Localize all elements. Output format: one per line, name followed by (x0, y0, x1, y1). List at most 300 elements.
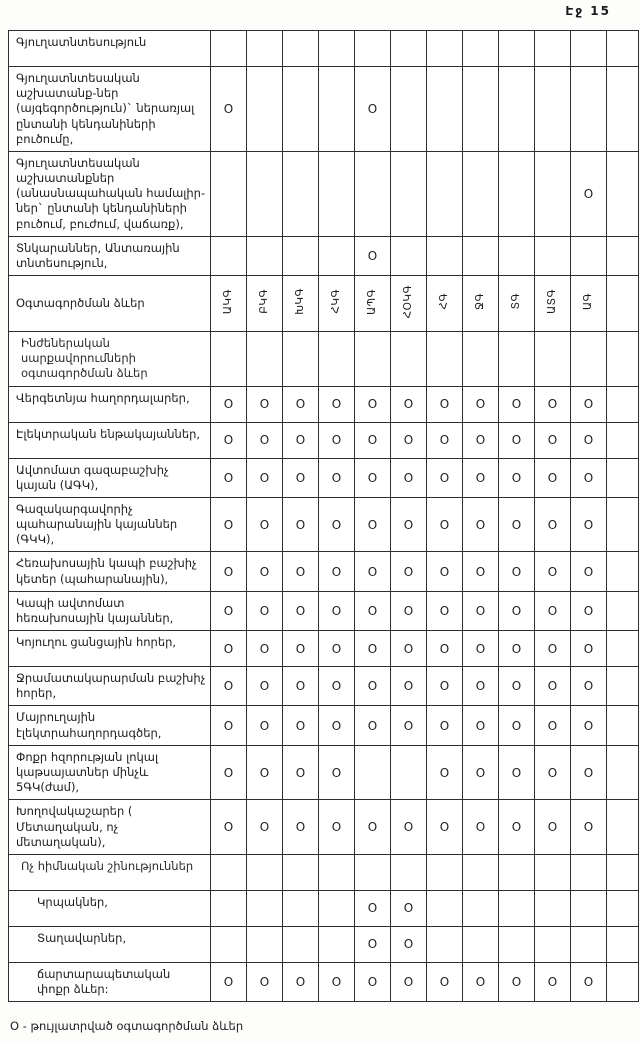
permitted-mark-cell: O (211, 800, 247, 855)
permitted-mark-cell: O (571, 631, 607, 667)
permitted-mark-cell: O (283, 962, 319, 1001)
table-row (9, 591, 639, 630)
mark-cell (283, 890, 319, 926)
permitted-mark-cell: O (211, 962, 247, 1001)
permitted-mark-cell: O (355, 800, 391, 855)
permitted-mark-cell: O (319, 386, 355, 422)
table-row (9, 890, 639, 926)
permitted-mark-cell: O (391, 926, 427, 962)
permitted-mark-cell: O (499, 386, 535, 422)
row-label-cell: Ջրամատակարարման բաշխիչ հորեր, (9, 667, 211, 706)
permitted-mark-cell: O (283, 745, 319, 800)
mark-cell (607, 458, 639, 497)
permitted-mark-cell: O (571, 591, 607, 630)
permitted-mark-cell: O (355, 926, 391, 962)
mark-cell (319, 236, 355, 275)
permitted-mark-cell: O (535, 422, 571, 458)
permitted-mark-cell: O (211, 422, 247, 458)
permitted-mark-cell: O (499, 591, 535, 630)
mark-cell (571, 67, 607, 152)
permitted-mark-cell: O (499, 631, 535, 667)
page-number: Էջ 15 (565, 4, 611, 18)
column-code-label: ԱԿԳ (222, 288, 235, 315)
mark-cell (283, 151, 319, 236)
mark-cell (247, 854, 283, 890)
mark-cell (391, 67, 427, 152)
permitted-mark-cell: O (463, 667, 499, 706)
mark-cell (283, 926, 319, 962)
mark-cell (247, 926, 283, 962)
column-code-label: ՋԳ (474, 293, 487, 311)
permitted-mark-cell: O (427, 497, 463, 552)
column-code-label: ԲԿԳ (258, 289, 271, 314)
column-header-cell (535, 276, 571, 332)
permitted-mark-cell: O (283, 591, 319, 630)
mark-cell (211, 151, 247, 236)
permitted-mark-cell: O (355, 497, 391, 552)
permitted-mark-cell: O (355, 706, 391, 745)
permitted-mark-cell: O (535, 706, 571, 745)
permitted-mark-cell: O (571, 497, 607, 552)
permitted-mark-cell: O (283, 386, 319, 422)
row-label-cell: Ինժեներական սարքավորումների օգտագործման ձևեր (9, 332, 211, 387)
section-row (9, 854, 639, 890)
mark-cell (499, 332, 535, 387)
mark-cell (463, 67, 499, 152)
mark-cell (355, 332, 391, 387)
permitted-mark-cell: O (283, 422, 319, 458)
permitted-mark-cell: O (247, 458, 283, 497)
permitted-mark-cell: O (571, 706, 607, 745)
mark-cell (607, 31, 639, 67)
row-label-cell: ճարտարապետական փոքր ձևեր: (9, 962, 211, 1001)
table-row (9, 552, 639, 591)
permitted-mark-cell: O (463, 591, 499, 630)
row-label-cell: Գյուղատնտեսական աշխատանք-ներ (այգեգործություն)` ներառյալ ընտանի կենդանիների բուծումը, (9, 67, 211, 152)
permitted-mark-cell: O (391, 497, 427, 552)
mark-cell (607, 151, 639, 236)
mark-cell (211, 926, 247, 962)
mark-cell (391, 31, 427, 67)
mark-cell (535, 236, 571, 275)
mark-cell (391, 236, 427, 275)
mark-cell (463, 854, 499, 890)
permitted-mark-cell: O (355, 591, 391, 630)
permitted-mark-cell: O (319, 497, 355, 552)
column-code-label: ԽԿԳ (294, 288, 307, 315)
mark-cell (535, 31, 571, 67)
permitted-mark-cell: O (355, 552, 391, 591)
column-header-cell (283, 276, 319, 332)
mark-cell (607, 745, 639, 800)
column-header-cell (391, 276, 427, 332)
mark-cell (463, 332, 499, 387)
mark-cell (535, 890, 571, 926)
permitted-mark-cell: O (499, 458, 535, 497)
permitted-mark-cell: O (319, 631, 355, 667)
mark-cell (211, 332, 247, 387)
mark-cell (463, 926, 499, 962)
permitted-mark-cell: O (319, 422, 355, 458)
mark-cell (283, 854, 319, 890)
permitted-mark-cell: O (391, 962, 427, 1001)
permitted-mark-cell: O (463, 386, 499, 422)
permitted-mark-cell: O (355, 236, 391, 275)
permitted-mark-cell: O (355, 386, 391, 422)
permitted-mark-cell: O (499, 422, 535, 458)
table-row (9, 631, 639, 667)
permitted-mark-cell: O (355, 890, 391, 926)
permitted-mark-cell: O (247, 706, 283, 745)
permitted-mark-cell: O (319, 667, 355, 706)
mark-cell (607, 591, 639, 630)
table-body (9, 31, 639, 1002)
mark-cell (283, 31, 319, 67)
permitted-mark-cell: O (499, 667, 535, 706)
mark-cell (499, 854, 535, 890)
row-label-cell: Կոյուղու ցանցային հորեր, (9, 631, 211, 667)
permitted-mark-cell: O (211, 552, 247, 591)
permitted-mark-cell: O (355, 422, 391, 458)
permitted-mark-cell: O (319, 706, 355, 745)
permitted-mark-cell: O (427, 422, 463, 458)
mark-cell (247, 332, 283, 387)
permitted-mark-cell: O (247, 800, 283, 855)
mark-cell (463, 31, 499, 67)
column-header-cell (499, 276, 535, 332)
permitted-mark-cell: O (355, 667, 391, 706)
permitted-mark-cell: O (535, 800, 571, 855)
permitted-mark-cell: O (391, 631, 427, 667)
permitted-mark-cell: O (391, 800, 427, 855)
permitted-mark-cell: O (211, 458, 247, 497)
permitted-mark-cell: O (499, 745, 535, 800)
column-header-cell (463, 276, 499, 332)
row-label-cell: Փոքր հզորության լոկալ կաթսայատներ մինչև 5ԳԿ(ժամ), (9, 745, 211, 800)
table-row (9, 800, 639, 855)
row-label-cell: Էլեկտրական ենթակայաններ, (9, 422, 211, 458)
row-label-cell: Խողովակաշարեր ( Մետաղական, ոչ մետաղական), (9, 800, 211, 855)
permitted-mark-cell: O (499, 706, 535, 745)
mark-cell (607, 497, 639, 552)
permitted-mark-cell: O (283, 497, 319, 552)
row-label-cell: Ոչ հիմնական շինություններ (9, 854, 211, 890)
mark-cell (607, 667, 639, 706)
permitted-mark-cell: O (463, 552, 499, 591)
mark-cell (211, 890, 247, 926)
permitted-mark-cell: O (571, 800, 607, 855)
row-label-cell: Ավտոմատ գազաբաշխիչ կայան (ԱԳԿ), (9, 458, 211, 497)
table-row (9, 67, 639, 152)
permitted-mark-cell: O (535, 386, 571, 422)
permitted-mark-cell: O (391, 552, 427, 591)
permitted-mark-cell: O (535, 591, 571, 630)
mark-cell (247, 236, 283, 275)
mark-cell (499, 67, 535, 152)
mark-cell (535, 926, 571, 962)
mark-cell (211, 854, 247, 890)
permitted-mark-cell: O (571, 552, 607, 591)
column-header-cell (319, 276, 355, 332)
mark-cell (319, 31, 355, 67)
table-row (9, 745, 639, 800)
mark-cell (391, 854, 427, 890)
permitted-mark-cell: O (535, 667, 571, 706)
mark-cell (427, 151, 463, 236)
column-header-cell (607, 276, 639, 332)
mark-cell (607, 67, 639, 152)
mark-cell (499, 890, 535, 926)
permitted-mark-cell: O (247, 552, 283, 591)
column-code-label: ՀԿԳ (330, 289, 343, 314)
mark-cell (571, 332, 607, 387)
permitted-mark-cell: O (571, 151, 607, 236)
mark-cell (427, 332, 463, 387)
table-row (9, 667, 639, 706)
mark-cell (535, 332, 571, 387)
permitted-mark-cell: O (463, 745, 499, 800)
mark-cell (283, 236, 319, 275)
permitted-mark-cell: O (391, 422, 427, 458)
mark-cell (535, 151, 571, 236)
permitted-mark-cell: O (427, 745, 463, 800)
permitted-mark-cell: O (499, 800, 535, 855)
row-label-cell: Գյուղատնտեսական աշխատանքներ (անասնապահական համալիր-ներ` ընտանի կենդանիների բուծում, բուժում, վաճառք), (9, 151, 211, 236)
permitted-mark-cell: O (427, 591, 463, 630)
permitted-mark-cell: O (283, 667, 319, 706)
mark-cell (499, 151, 535, 236)
permitted-mark-cell: O (427, 386, 463, 422)
permitted-mark-cell: O (463, 631, 499, 667)
mark-cell (607, 386, 639, 422)
permitted-mark-cell: O (571, 422, 607, 458)
permitted-mark-cell: O (319, 458, 355, 497)
permitted-mark-cell: O (247, 667, 283, 706)
permitted-mark-cell: O (211, 745, 247, 800)
table-row (9, 706, 639, 745)
mark-cell (607, 552, 639, 591)
permitted-mark-cell: O (463, 422, 499, 458)
column-code-label: ՏԳ (510, 293, 523, 310)
mark-cell (463, 151, 499, 236)
permitted-mark-cell: O (283, 458, 319, 497)
table-row (9, 458, 639, 497)
permitted-mark-cell: O (211, 706, 247, 745)
mark-cell (607, 422, 639, 458)
mark-cell (355, 854, 391, 890)
mark-cell (607, 926, 639, 962)
mark-cell (391, 332, 427, 387)
permitted-mark-cell: O (391, 591, 427, 630)
permitted-mark-cell: O (211, 67, 247, 152)
permitted-mark-cell: O (283, 706, 319, 745)
permitted-mark-cell: O (499, 962, 535, 1001)
column-header-cell (247, 276, 283, 332)
mark-cell (427, 890, 463, 926)
permitted-mark-cell: O (427, 962, 463, 1001)
table-row (9, 422, 639, 458)
permitted-mark-cell: O (535, 552, 571, 591)
permitted-mark-cell: O (391, 890, 427, 926)
permitted-mark-cell: O (499, 497, 535, 552)
mark-cell (535, 67, 571, 152)
legend-note: O - թույլատրված օգտագործման ձևեր (10, 1019, 244, 1033)
permitted-mark-cell: O (427, 667, 463, 706)
permitted-mark-cell: O (247, 497, 283, 552)
permitted-mark-cell: O (571, 745, 607, 800)
table-row (9, 151, 639, 236)
mark-cell (247, 151, 283, 236)
permitted-mark-cell: O (535, 458, 571, 497)
permitted-mark-cell: O (247, 422, 283, 458)
permitted-mark-cell: O (391, 458, 427, 497)
column-code-label: ՀՕԿԳ (402, 284, 415, 319)
column-code-label: ՀԳ (438, 293, 451, 310)
permitted-mark-cell: O (427, 631, 463, 667)
permitted-mark-cell: O (247, 962, 283, 1001)
column-code-label: ԱՏԳ (546, 289, 559, 314)
mark-cell (607, 706, 639, 745)
permitted-mark-cell: O (391, 706, 427, 745)
mark-cell (355, 745, 391, 800)
table-row (9, 962, 639, 1001)
permitted-mark-cell: O (571, 458, 607, 497)
mark-cell (571, 31, 607, 67)
row-label-cell: Տաղավարներ, (9, 926, 211, 962)
permitted-mark-cell: O (211, 497, 247, 552)
mark-cell (607, 236, 639, 275)
mark-cell (319, 926, 355, 962)
row-label-cell: Հեռախոսային կապի բաշխիչ կետեր (պահարանային), (9, 552, 211, 591)
mark-cell (211, 31, 247, 67)
permitted-mark-cell: O (283, 552, 319, 591)
permitted-mark-cell: O (355, 67, 391, 152)
permitted-mark-cell: O (463, 706, 499, 745)
mark-cell (355, 31, 391, 67)
mark-cell (427, 236, 463, 275)
permitted-mark-cell: O (211, 591, 247, 630)
mark-cell (499, 236, 535, 275)
permitted-mark-cell: O (463, 800, 499, 855)
permitted-mark-cell: O (319, 745, 355, 800)
mark-cell (319, 332, 355, 387)
permitted-mark-cell: O (535, 631, 571, 667)
mark-cell (571, 890, 607, 926)
permitted-mark-cell: O (427, 706, 463, 745)
row-label-cell: Վերգետնյա հաղորդալարեր, (9, 386, 211, 422)
table-row (9, 386, 639, 422)
permitted-mark-cell: O (247, 745, 283, 800)
permitted-mark-cell: O (247, 631, 283, 667)
permitted-mark-cell: O (499, 552, 535, 591)
permitted-mark-cell: O (427, 800, 463, 855)
permitted-mark-cell: O (355, 962, 391, 1001)
row-label-cell: Գազակարգավորիչ պահարանային կայաններ (ԳԿԿ), (9, 497, 211, 552)
mark-cell (355, 151, 391, 236)
table-row (9, 31, 639, 67)
mark-cell (571, 926, 607, 962)
permitted-mark-cell: O (283, 800, 319, 855)
permitted-mark-cell: O (571, 962, 607, 1001)
mark-cell (571, 236, 607, 275)
mark-cell (283, 332, 319, 387)
mark-cell (427, 67, 463, 152)
mark-cell (499, 31, 535, 67)
mark-cell (607, 962, 639, 1001)
mark-cell (427, 926, 463, 962)
mark-cell (463, 890, 499, 926)
column-header-cell (211, 276, 247, 332)
land-use-permissions-table (8, 30, 639, 1002)
mark-cell (427, 31, 463, 67)
mark-cell (319, 67, 355, 152)
permitted-mark-cell: O (571, 667, 607, 706)
mark-cell (247, 67, 283, 152)
mark-cell (607, 890, 639, 926)
permitted-mark-cell: O (463, 497, 499, 552)
mark-cell (247, 31, 283, 67)
mark-cell (499, 926, 535, 962)
permitted-mark-cell: O (391, 667, 427, 706)
mark-cell (247, 890, 283, 926)
row-label-cell: Կապի ավտոմատ հեռախոսային կայաններ, (9, 591, 211, 630)
mark-cell (319, 890, 355, 926)
permitted-mark-cell: O (391, 386, 427, 422)
permitted-mark-cell: O (247, 591, 283, 630)
permitted-mark-cell: O (247, 386, 283, 422)
permitted-mark-cell: O (463, 962, 499, 1001)
permitted-mark-cell: O (427, 458, 463, 497)
table-row (9, 926, 639, 962)
permitted-mark-cell: O (283, 631, 319, 667)
mark-cell (607, 800, 639, 855)
mark-cell (211, 236, 247, 275)
permitted-mark-cell: O (211, 386, 247, 422)
mark-cell (391, 745, 427, 800)
permitted-mark-cell: O (319, 800, 355, 855)
permitted-mark-cell: O (319, 962, 355, 1001)
section-row (9, 332, 639, 387)
permitted-mark-cell: O (571, 386, 607, 422)
permitted-mark-cell: O (319, 552, 355, 591)
permitted-mark-cell: O (535, 497, 571, 552)
row-label-cell: Գյուղատնտեսություն (9, 31, 211, 67)
row-label-cell: Մայրուղային էլեկտրահաղորդագծեր, (9, 706, 211, 745)
mark-cell (319, 854, 355, 890)
mark-cell (391, 151, 427, 236)
mark-cell (571, 854, 607, 890)
table-row (9, 497, 639, 552)
permitted-mark-cell: O (319, 591, 355, 630)
permitted-mark-cell: O (535, 962, 571, 1001)
permitted-mark-cell: O (355, 631, 391, 667)
row-label-cell: Տնկարաններ, Անտառային տնտեսություն, (9, 236, 211, 275)
column-header-cell (571, 276, 607, 332)
column-header-cell (427, 276, 463, 332)
column-header-row (9, 276, 639, 332)
column-code-label: ԱՊԳ (366, 288, 379, 315)
row-label-cell: Օգտագործման ձևեր (9, 276, 211, 332)
permitted-mark-cell: O (427, 552, 463, 591)
permitted-mark-cell: O (211, 631, 247, 667)
mark-cell (607, 631, 639, 667)
mark-cell (319, 151, 355, 236)
mark-cell (427, 854, 463, 890)
permitted-mark-cell: O (535, 745, 571, 800)
column-code-label: ԱԳ (582, 293, 595, 311)
permitted-mark-cell: O (463, 458, 499, 497)
mark-cell (607, 854, 639, 890)
